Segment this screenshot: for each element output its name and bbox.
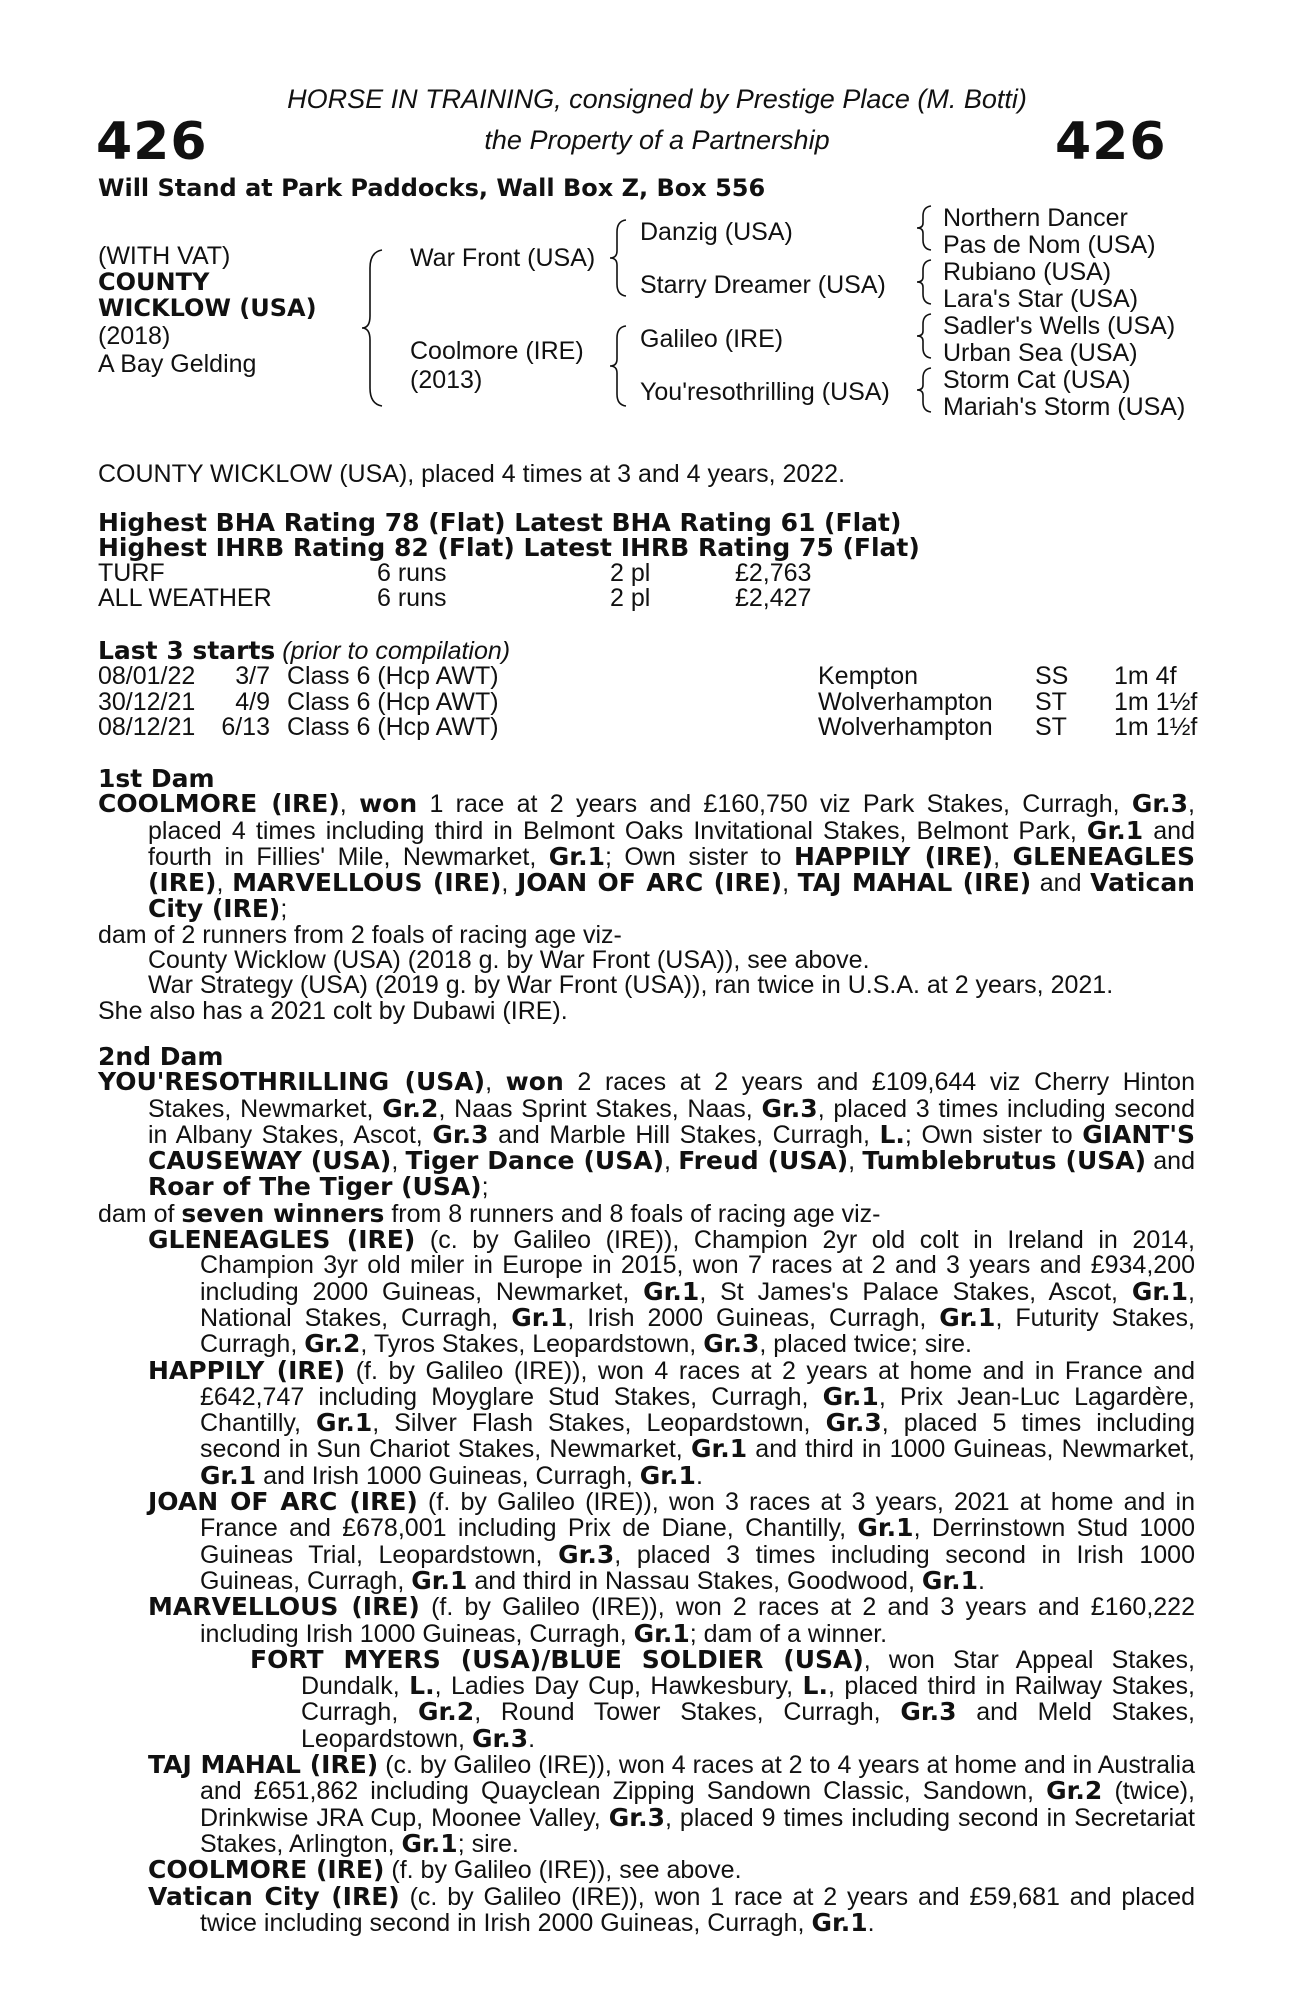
start-date: 08/12/21 [98,712,196,741]
start-date: 08/01/22 [98,662,196,691]
first-dam-record: COOLMORE (IRE), won 1 race at 2 years and £160,750 viz Park Stakes, Curragh, Gr.3, placed 4 times including third in Belmont Oaks Invitational Stakes, Belmont Park, Gr.1 and fourth in Fillies' Mile, Newmarket, Gr.1; Own sister to HAPPILY (IRE), GLENEAGLES (IRE), MARVELLOUS (IRE), JOAN OF ARC (IRE), TAJ MAHAL (IRE) and Vatican City (IRE); [98,789,1195,924]
runs: 6 runs [377,558,447,587]
progeny-marvellous: MARVELLOUS (IRE) (f. by Galileo (IRE)), won 2 races at 2 and 3 years and £160,222 including Irish 1000 Guineas, Curragh, Gr.1; dam of a winner. [148,1592,1195,1648]
lot-number-left: 426 [96,112,208,172]
second-dam-heading: 2nd Dam [98,1042,224,1071]
start-going: ST [1035,712,1067,741]
last-starts-note: (prior to compilation) [282,637,511,665]
foal-entry: County Wicklow (USA) (2018 g. by War Front (USA)), see above. [148,946,870,975]
prize: £2,427 [735,583,812,612]
first-dam-also: She also has a 2021 colt by Dubawi (IRE). [98,996,568,1025]
placed: 2 pl [610,558,651,587]
progeny-fort-myers: FORT MYERS (USA)/BLUE SOLDIER (USA), won Star Appeal Stakes, Dundalk, L., Ladies Day Cup, Hawkesbury, L., placed third in Railway Stakes, Curragh, Gr.2, Round Tower Stakes, Curragh, Gr.3 and Meld Stakes, Leopardstown, Gr.3. [250,1644,1196,1753]
pedigree-g2: Pas de Nom (USA) [943,231,1156,259]
pedigree-brace-7 [915,366,935,414]
progeny-happily: HAPPILY (IRE) (f. by Galileo (IRE)), won 4 races at 2 years at home and in France and £642,747 including Moyglare Stud Stakes, Curragh, Gr.1, Prix Jean-Luc Lagardère, Chantilly, Gr.1, Silver Flash Stakes, Leopardstown, Gr.3, placed 5 times including second in Sun Chariot Stakes, Newmarket, Gr.1 and third in 1000 Guineas, Newmarket, Gr.1 and Irish 1000 Guineas, Curragh, Gr.1. [148,1355,1196,1490]
start-going: ST [1035,687,1067,716]
pedigree-sire-sire: Danzig (USA) [640,218,793,246]
pedigree-g5: Sadler's Wells (USA) [943,312,1176,340]
bha-rating: Highest BHA Rating 78 (Flat) Latest BHA Rating 61 (Flat) [98,508,902,537]
horse-name-line1: COUNTY [98,268,210,296]
start-class: Class 6 (Hcp AWT) [287,712,499,741]
pedigree-sire-dam: Starry Dreamer (USA) [640,271,886,299]
prize: £2,763 [735,558,812,587]
second-dam-record: YOU'RESOTHRILLING (USA), won 2 races at 2 years and £109,644 viz Cherry Hinton Stakes, Newmarket, Gr.2, Naas Sprint Stakes, Naas, Gr.3, placed 3 times including second in Albany Stakes, Ascot, Gr.3 and Marble Hill Stakes, Curragh, L.; Own sister to GIANT'S CAUSEWAY (USA), Tiger Dance (USA), Freud (USA), Tumblebrutus (USA) and Roar of The Tiger (USA); [98,1067,1195,1202]
progeny-gleneagles: GLENEAGLES (IRE) (c. by Galileo (IRE)), Champion 2yr old colt in Ireland in 2014, Champion 3yr old miler in Europe in 2015, won 7 races at 2 and 3 years and £934,200 including 2000 Guineas, Newmarket, Gr.1, St James's Palace Stakes, Ascot, Gr.1, National Stakes, Curragh, Gr.1, Irish 2000 Guineas, Curragh, Gr.1, Futurity Stakes, Curragh, Gr.2, Tyros Stakes, Leopardstown, Gr.3, placed twice; sire. [148,1225,1195,1359]
start-course: Wolverhampton [818,712,993,741]
last-starts-heading: Last 3 starts [98,636,276,665]
foal-entry: War Strategy (USA) (2019 g. by War Front (USA)), ran twice in U.S.A. at 2 years, 2021. [148,971,1114,1000]
start-distance: 1m 1½f [1114,712,1198,741]
pedigree-brace-1 [360,248,390,408]
surface: ALL WEATHER [98,583,272,612]
first-dam-heading: 1st Dam [98,764,215,793]
pedigree-dam-sire: Galileo (IRE) [640,325,784,353]
lot-number-right: 426 [1055,112,1167,172]
second-dam-winners: dam of seven winners from 8 runners and 8 foals of racing age viz- [98,1198,881,1228]
start-course: Kempton [818,662,919,691]
pedigree-brace-6 [915,312,935,360]
start-position: 3/7 [235,662,270,691]
surface: TURF [98,558,165,587]
ihrb-rating: Highest IHRB Rating 82 (Flat) Latest IHRB Rating 75 (Flat) [98,533,920,563]
start-row [98,664,1195,689]
pedigree-g4: Lara's Star (USA) [943,285,1139,313]
pedigree-g8: Mariah's Storm (USA) [943,393,1186,421]
race-summary: COUNTY WICKLOW (USA), placed 4 times at 3 and 4 years, 2022. [98,460,846,488]
first-dam-runners: dam of 2 runners from 2 foals of racing age viz- [98,920,622,949]
start-distance: 1m 4f [1114,662,1177,691]
start-date: 30/12/21 [98,687,196,716]
placed: 2 pl [610,583,651,612]
start-distance: 1m 1½f [1114,687,1198,716]
pedigree-g1: Northern Dancer [943,204,1128,232]
start-course: Wolverhampton [818,687,993,716]
consignor-line: HORSE IN TRAINING, consigned by Prestige Place (M. Botti) [287,84,1027,114]
vat-note: (WITH VAT) [98,242,231,270]
pedigree-g7: Storm Cat (USA) [943,366,1131,394]
ratings-row-turf [98,558,1195,587]
pedigree-dam-dam: You'resothrilling (USA) [640,378,890,406]
horse-name-line2: WICKLOW (USA) [98,294,317,322]
stand-location: Will Stand at Park Paddocks, Wall Box Z, Box 556 [98,174,766,202]
ratings-section [98,510,1195,611]
start-row [98,712,1198,741]
progeny-taj-mahal: TAJ MAHAL (IRE) (c. by Galileo (IRE)), won 4 races at 2 to 4 years at home and in Australia and £651,862 including Quayclean Zipping Sandown Classic, Sandown, Gr.2 (twice), Drinkwise JRA Cup, Moonee Valley, Gr.3, placed 9 times including second in Secretariat Stakes, Arlington, Gr.1; sire. [148,1750,1196,1858]
start-class: Class 6 (Hcp AWT) [287,687,499,716]
pedigree-g3: Rubiano (USA) [943,258,1112,286]
second-dam-section [98,1044,1195,1936]
pedigree-dam-year: (2013) [410,366,483,394]
pedigree-brace-3 [608,324,630,408]
start-position: 4/9 [235,687,270,716]
progeny-vatican-city: Vatican City (IRE) (c. by Galileo (IRE)), won 1 race at 2 years and £59,681 and placed twice including second in Irish 2000 Guineas, Curragh, Gr.1. [148,1881,1195,1937]
start-going: SS [1035,662,1069,691]
last-starts-section [98,636,1198,741]
pedigree-sire: War Front (USA) [410,244,596,272]
horse-year: (2018) [98,322,171,350]
horse-description: A Bay Gelding [98,350,257,378]
pedigree-brace-5 [915,258,935,306]
runs: 6 runs [377,583,447,612]
property-line: the Property of a Partnership [484,125,830,155]
progeny-joan-of-arc: JOAN OF ARC (IRE) (f. by Galileo (IRE)), won 3 races at 3 years, 2021 at home and in France and £678,001 including Prix de Diane, Chantilly, Gr.1, Derrinstown Stud 1000 Guineas Trial, Leopardstown, Gr.3, placed 3 times including second in Irish 1000 Guineas, Curragh, Gr.1 and third in Nassau Stakes, Goodwood, Gr.1. [148,1487,1196,1595]
start-position: 6/13 [221,712,270,741]
pedigree-g6: Urban Sea (USA) [943,339,1138,367]
dam-name: COOLMORE (IRE) [98,789,340,819]
ratings-row-aw [98,583,1195,612]
pedigree-brace-4 [915,204,935,252]
progeny-coolmore: COOLMORE (IRE) (f. by Galileo (IRE)), see above. [148,1855,742,1885]
pedigree-brace-2 [608,218,630,298]
first-dam-section [98,766,1195,1024]
start-row [98,687,1198,716]
start-class: Class 6 (Hcp AWT) [287,662,499,691]
pedigree-dam: Coolmore (IRE) [410,337,584,365]
